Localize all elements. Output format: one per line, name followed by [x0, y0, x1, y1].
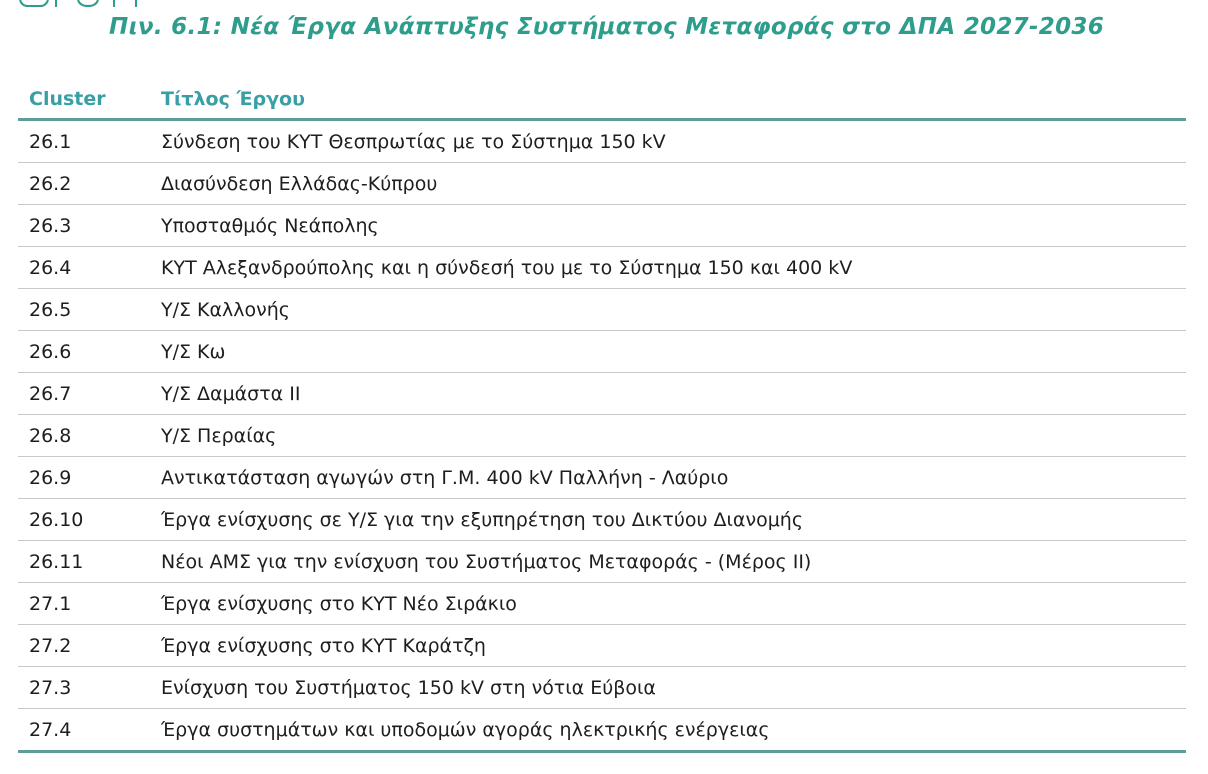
cluster-cell: 26.10: [18, 499, 150, 541]
table-row: [18, 625, 1186, 667]
table-row: [18, 709, 1186, 752]
cluster-cell: 27.2: [18, 625, 150, 667]
projects-table: [18, 78, 1186, 753]
table-row: [18, 331, 1186, 373]
cluster-cell: 27.1: [18, 583, 150, 625]
title-cell: Έργα ενίσχυσης στο ΚΥΤ Νέο Σιράκιο: [150, 583, 1186, 625]
cluster-cell: 26.7: [18, 373, 150, 415]
cluster-cell: 26.9: [18, 457, 150, 499]
cluster-cell: 26.2: [18, 163, 150, 205]
title-cell: Υ/Σ Κω: [150, 331, 1186, 373]
header-cluster: Cluster: [18, 78, 150, 120]
cluster-cell: 26.4: [18, 247, 150, 289]
table-row: [18, 457, 1186, 499]
table-header-row: [18, 78, 1186, 120]
title-cell: Υ/Σ Δαμάστα ΙΙ: [150, 373, 1186, 415]
page-edge-mark: [18, 0, 138, 8]
table-row: [18, 583, 1186, 625]
title-cell: Σύνδεση του ΚΥΤ Θεσπρωτίας με το Σύστημα 150 kV: [150, 120, 1186, 163]
table-row: [18, 205, 1186, 247]
table-row: [18, 247, 1186, 289]
table-row: [18, 120, 1186, 163]
header-title: Τίτλος Έργου: [150, 78, 1186, 120]
title-cell: Έργα ενίσχυσης στο ΚΥΤ Καράτζη: [150, 625, 1186, 667]
table-row: [18, 289, 1186, 331]
title-cell: Υποσταθμός Νεάπολης: [150, 205, 1186, 247]
cluster-cell: 26.8: [18, 415, 150, 457]
table-caption: Πιν. 6.1: Νέα Έργα Ανάπτυξης Συστήματος Μεταφοράς στο ΔΠΑ 2027-2036: [109, 14, 1104, 40]
table-row: [18, 499, 1186, 541]
title-cell: Έργα συστημάτων και υποδομών αγοράς ηλεκτρικής ενέργειας: [150, 709, 1186, 752]
title-cell: Νέοι ΑΜΣ για την ενίσχυση του Συστήματος Μεταφοράς - (Μέρος ΙΙ): [150, 541, 1186, 583]
title-cell: ΚΥΤ Αλεξανδρούπολης και η σύνδεσή του με το Σύστημα 150 και 400 kV: [150, 247, 1186, 289]
table-row: [18, 541, 1186, 583]
table-row: [18, 667, 1186, 709]
title-cell: Διασύνδεση Ελλάδας-Κύπρου: [150, 163, 1186, 205]
cluster-cell: 26.6: [18, 331, 150, 373]
table-row: [18, 373, 1186, 415]
cluster-cell: 26.1: [18, 120, 150, 163]
title-cell: Έργα ενίσχυσης σε Υ/Σ για την εξυπηρέτηση του Δικτύου Διανομής: [150, 499, 1186, 541]
cluster-cell: 26.11: [18, 541, 150, 583]
table-row: [18, 415, 1186, 457]
title-cell: Υ/Σ Καλλονής: [150, 289, 1186, 331]
cluster-cell: 27.4: [18, 709, 150, 752]
cluster-cell: 26.3: [18, 205, 150, 247]
title-cell: Ενίσχυση του Συστήματος 150 kV στη νότια Εύβοια: [150, 667, 1186, 709]
title-cell: Υ/Σ Περαίας: [150, 415, 1186, 457]
cluster-cell: 27.3: [18, 667, 150, 709]
table-row: [18, 163, 1186, 205]
title-cell: Αντικατάσταση αγωγών στη Γ.Μ. 400 kV Παλλήνη - Λαύριο: [150, 457, 1186, 499]
cluster-cell: 26.5: [18, 289, 150, 331]
